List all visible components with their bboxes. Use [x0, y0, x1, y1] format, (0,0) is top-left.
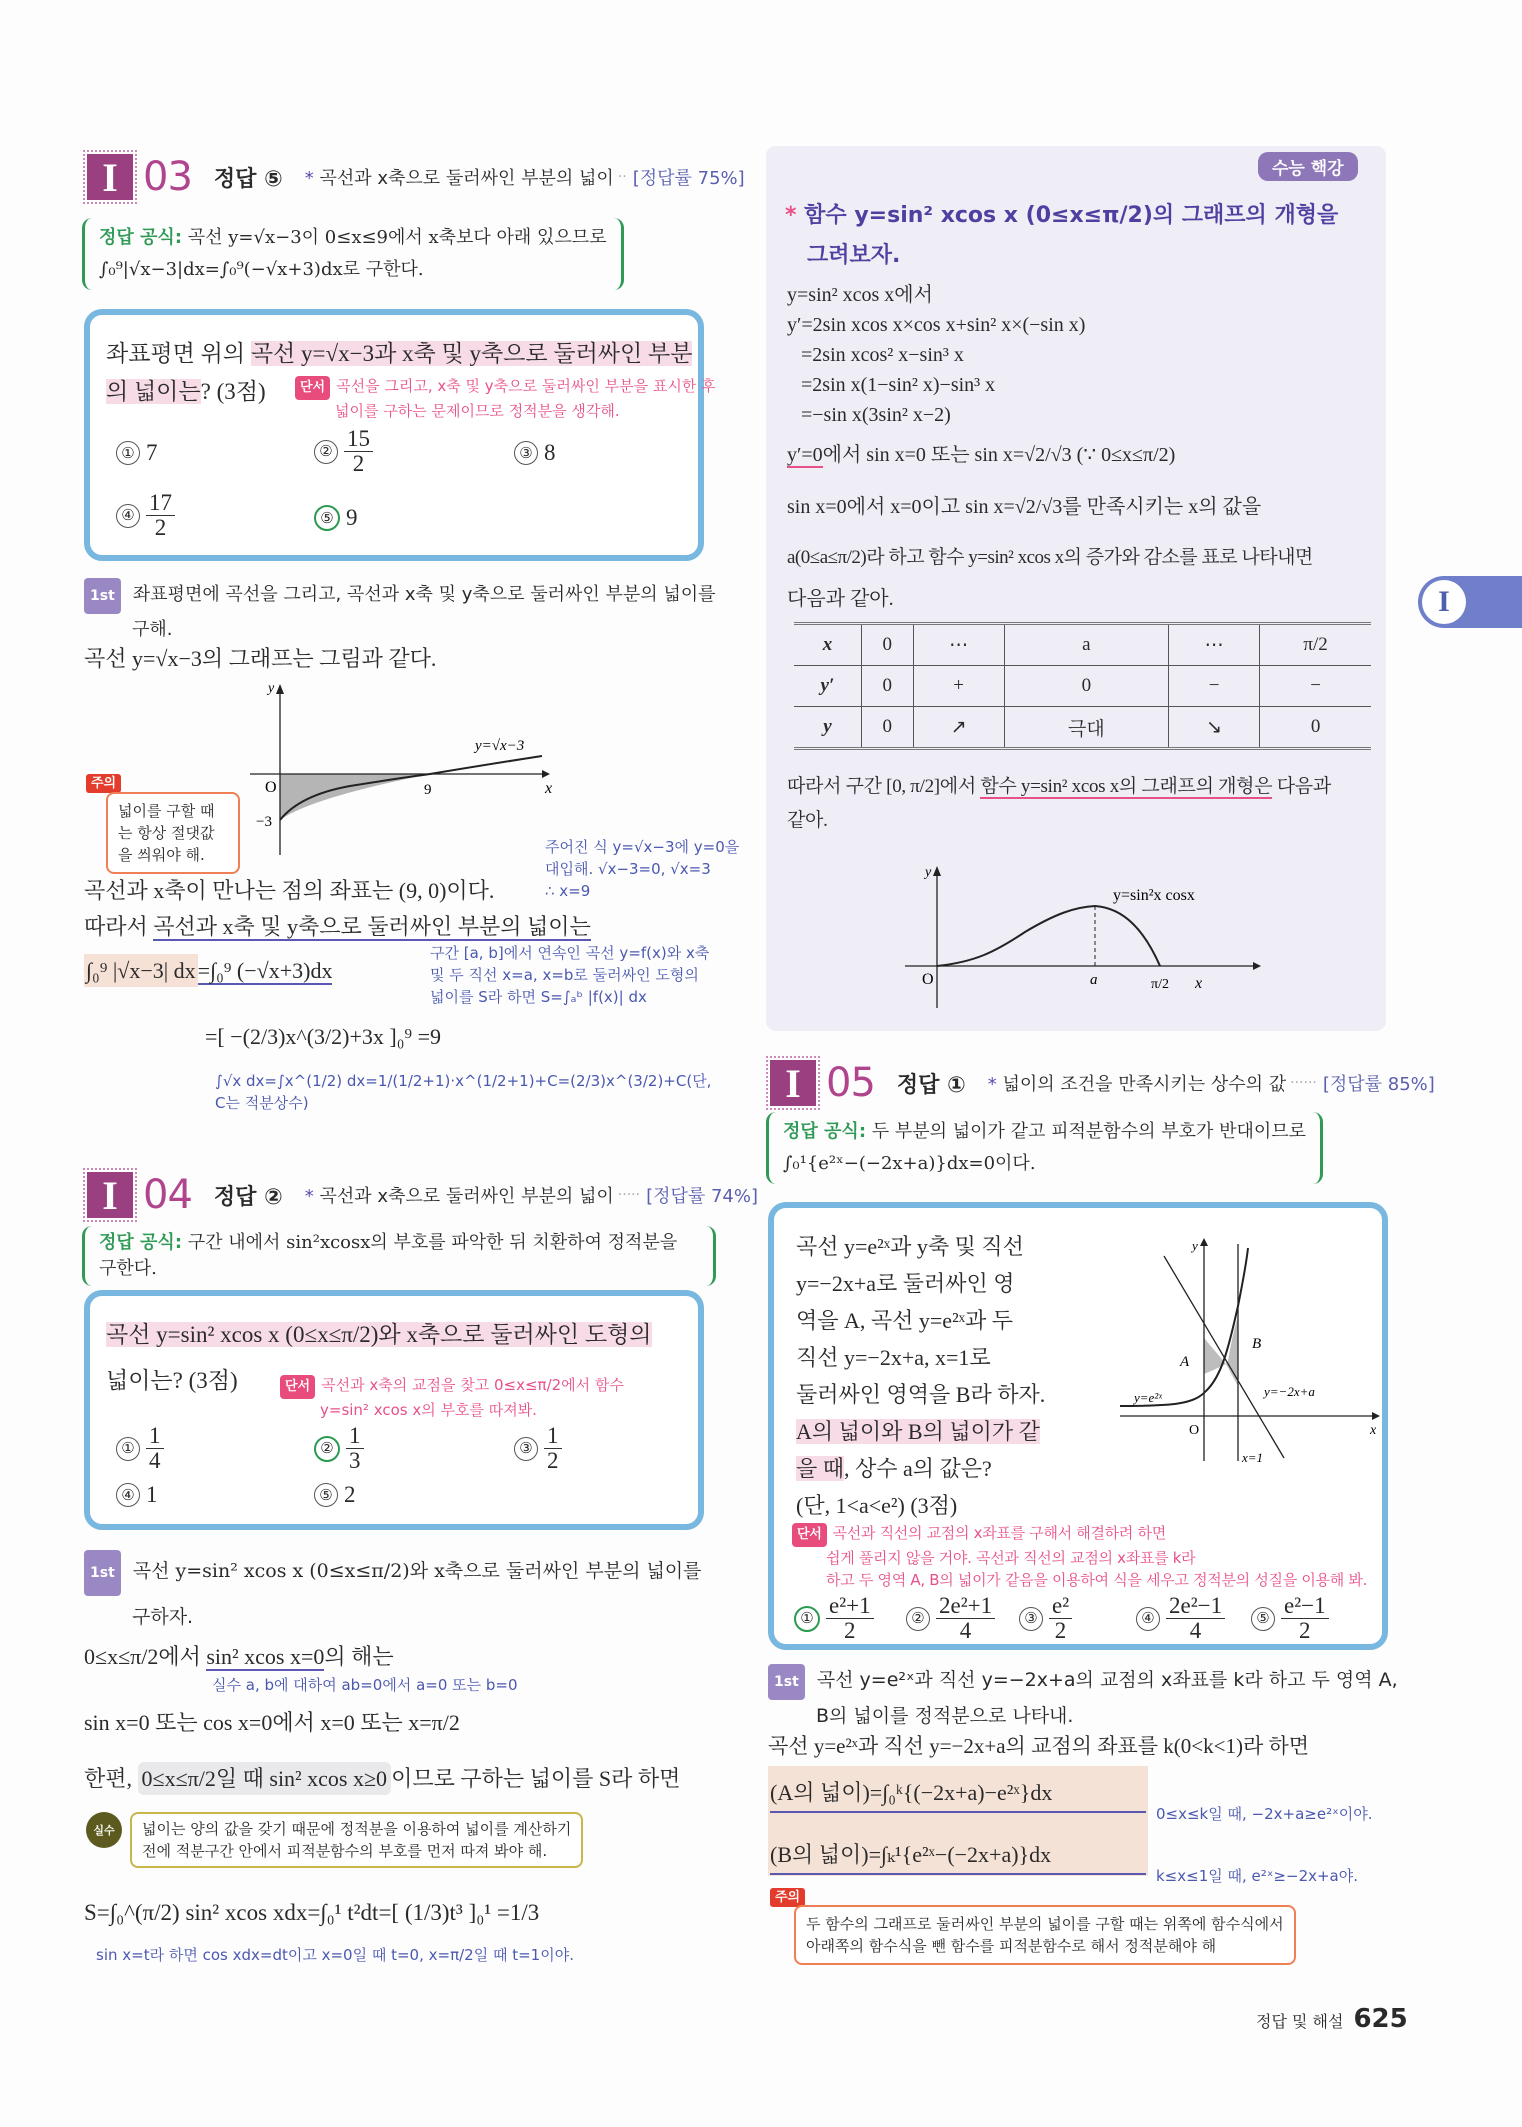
- x-label: x: [1370, 1423, 1377, 1438]
- csat-insight-badge: 수능 핵강: [1258, 152, 1358, 181]
- y-label: y: [1192, 1238, 1198, 1253]
- x-label: x: [545, 780, 553, 797]
- warning-tag: 주의: [770, 1886, 805, 1905]
- graph-conclusion: 따라서 구간 [0, π/2]에서 함수 y=sin² xcos x의 그래프의 개형은 다음과 같아.: [787, 776, 1331, 831]
- choice-3[interactable]: ③ $\frac{\text{e²}}{2}$: [1019, 1594, 1072, 1643]
- meet-note: 주어진 식 y=√x−3에 y=0을 대입해. √x−3=0, √x=3 ∴ x=9: [545, 838, 740, 900]
- solution-line-3: 한편, 0≤x≤π/2일 때 sin² xcos x≥0 이므로 구하는 넓이를 S라 하면: [84, 1762, 680, 1793]
- hint: 단서 곡선과 x축의 교점을 찾고 0≤x≤π/2에서 함수 y=sin² xcos x의 부호를 따져봐.: [280, 1374, 624, 1421]
- question-text: 곡선 y=sin² xcos x (0≤x≤π/2)와 x축으로 둘러싸인 도형의 넓이는? (3점): [106, 1322, 652, 1393]
- tick-minus3: −3: [256, 814, 272, 830]
- curve-label: y=sin²x cosx: [1113, 887, 1195, 904]
- question-text: 곡선 y=e²ˣ과 y축 및 직선 y=−2x+a로 둘러싸인 영 역을 A, 곡선 y=e²ˣ과 두 직선 y=−2x+a, x=1로 둘러싸인 영역을 B라 하자. A의 넓이와 B의 넓이가 같 을 때, 상수 a의 값은? (단, 1<a<e²) (3점): [796, 1234, 1046, 1518]
- accuracy-rate: [정답률 85%]: [1322, 1074, 1435, 1095]
- y-label: y: [268, 681, 275, 696]
- table-row-x: x 0 ⋯ a ⋯ π/2: [794, 624, 1371, 666]
- topic: * 곡선과 x축으로 둘러싸인 부분의 넓이: [304, 168, 614, 189]
- table-row-yprime: y′ 0 + 0 − −: [794, 666, 1371, 707]
- integral-line-1: ∫₀⁹ |√x−3| dx=∫₀⁹ (−√x+3)dx: [84, 958, 332, 984]
- therefore-line: 따라서 곡선과 x축 및 y축으로 둘러싸인 부분의 넓이는: [84, 914, 591, 939]
- x1-label: x=1: [1242, 1450, 1264, 1465]
- problem-04-header: I 04 정답 ② * 곡선과 x축으로 둘러싸인 부분의 넓이 ····· [정답률 74%]: [87, 1170, 758, 1220]
- mistake-box: 넓이는 양의 값을 갖기 때문에 정적분을 이용하여 넓이를 계산하기 전에 적분구간 안에서 피적분함수의 부호를 먼저 따져 봐야 해.: [130, 1812, 583, 1868]
- curve: [937, 906, 1160, 966]
- origin-label: O: [1189, 1423, 1200, 1438]
- tick-9: 9: [424, 782, 432, 798]
- answer-formula: 정답 공식: 두 부분의 넓이가 같고 피적분함수의 부호가 반대이므로 ∫₀¹{e²ˣ−(−2x+a)}dx=0이다.: [766, 1112, 1323, 1184]
- meet-point-line: 곡선과 x축이 만나는 점의 좌표는 (9, 0)이다.: [84, 878, 495, 903]
- problem-number: 05: [826, 1060, 875, 1106]
- solution-line-1: 0≤x≤π/2에서 sin² xcos x=0의 해는: [84, 1644, 394, 1669]
- line-label: y=−2x+a: [1264, 1384, 1315, 1399]
- answer-label: 정답 ⑤: [213, 166, 283, 192]
- answer-formula: 정답 공식: 구간 내에서 sin²xcosx의 부호를 파악한 뒤 치환하여 정적분을 구한다.: [82, 1226, 716, 1286]
- product-zero-note: 실수 a, b에 대하여 ab=0에서 a=0 또는 b=0: [212, 1676, 518, 1694]
- hint: 단서 곡선을 그리고, x축 및 y축으로 둘러싸인 부분을 표시한 후 넓이를 구하는 문제이므로 정적분을 생각해.: [295, 375, 716, 422]
- exp-curve: [1120, 1248, 1248, 1406]
- choice-1[interactable]: ① 7: [116, 440, 158, 466]
- pi-over-2-label: π/2: [1151, 977, 1169, 992]
- area-result: S=∫₀^(π/2) sin² xcos xdx=∫₀¹ t²dt=[ (1/3)t³ ]₀¹ =1/3: [84, 1900, 540, 1925]
- accuracy-rate: [정답률 74%]: [646, 1186, 759, 1207]
- page-number: 625: [1353, 2004, 1408, 2034]
- exp-curve-label: y=e²ˣ: [1134, 1390, 1162, 1405]
- chapter-badge: I: [87, 1172, 133, 1218]
- warning-tag: 주의: [86, 772, 121, 791]
- topic: * 곡선과 x축으로 둘러싸인 부분의 넓이: [304, 1186, 614, 1207]
- question-box-04: [84, 1290, 704, 1530]
- origin-label: O: [265, 779, 277, 796]
- graph-intro: 곡선 y=√x−3의 그래프는 그림과 같다.: [84, 646, 437, 671]
- definition-note: 구간 [a, b]에서 연속인 곡선 y=f(x)와 x축 및 두 직선 x=a, x=b로 둘러싸인 도형의 넓이를 S라 하면 S=∫ₐᵇ |f(x)| dx: [430, 944, 710, 1006]
- sqrt-graph: [220, 680, 560, 880]
- topic: * 넓이의 조건을 만족시키는 상수의 값: [987, 1074, 1287, 1095]
- choice-2-correct[interactable]: ② $\frac{1}{3}$: [314, 1424, 364, 1473]
- choice-4[interactable]: ④ $\frac{\text{2e²−1}}{4}$: [1136, 1594, 1225, 1643]
- area-b-note: k≤x≤1일 때, e²ˣ≥−2x+a야.: [1156, 1867, 1359, 1885]
- panel-title: * 함수 y=sin² xcos x (0≤x≤π/2)의 그래프의 개형을 그려보자.: [785, 203, 1339, 268]
- answer-formula: 정답 공식: 곡선 y=√x−3이 0≤x≤9에서 x축보다 아래 있으므로 ∫₀⁹|√x−3|dx=∫₀⁹(−√x+3)dx로 구한다.: [82, 218, 624, 290]
- answer-label: 정답 ①: [896, 1072, 966, 1098]
- table-intro-line: a(0≤a≤π/2)라 하고 함수 y=sin² xcos x의 증가와 감소를 표로 나타내면: [787, 547, 1313, 568]
- alpha-label: a: [1090, 972, 1098, 988]
- table-row-y: y 0 ↗ 극대 ↘ 0: [794, 707, 1371, 749]
- area-b: (B의 넓이)=∫ₖ¹{e²ˣ−(−2x+a)}dx: [770, 1838, 1146, 1875]
- area-a: (A의 넓이)=∫₀ᵏ{(−2x+a)−e²ˣ}dx: [770, 1776, 1146, 1813]
- warning-box: 두 함수의 그래프로 둘러싸인 부분의 넓이를 구할 때는 위쪽에 함수식에서 아래쪽의 함수식을 뺀 함수를 피적분함수로 해서 정적분해야 해: [794, 1905, 1296, 1965]
- exp-line-graph: [1114, 1236, 1384, 1466]
- substitution-note: sin x=t라 하면 cos xdx=dt이고 x=0일 때 t=0, x=π/2일 때 t=1이야.: [96, 1946, 574, 1964]
- choice-3[interactable]: ③ $\frac{1}{2}$: [514, 1424, 562, 1473]
- question-box-03: [84, 309, 716, 561]
- warning-box: 넓이를 구할 때는 항상 절댓값을 씌워야 해.: [106, 792, 240, 874]
- chapter-tab[interactable]: [1418, 576, 1522, 628]
- choice-5-correct[interactable]: ⑤ 9: [314, 505, 358, 531]
- alpha-def-line: sin x=0에서 x=0이고 sin x=√2/√3를 만족시키는 x의 값을: [787, 496, 1262, 518]
- antiderivative-note: ∫√x dx=∫x^(1/2) dx=1/(1/2+1)·x^(1/2+1)+C=(2/3)x^(3/2)+C(단, C는 적분상수): [215, 1072, 712, 1112]
- region-a-label: A: [1180, 1354, 1190, 1370]
- chapter-badge: I: [770, 1060, 816, 1106]
- choice-2[interactable]: ② $\frac{15}{2}$: [314, 427, 373, 476]
- accuracy-rate: [정답률 75%]: [632, 168, 745, 189]
- chapter-tab-label: I: [1422, 580, 1466, 624]
- question-box-05: [768, 1202, 1388, 1650]
- choice-2[interactable]: ② $\frac{\text{2e²+1}}{4}$: [906, 1594, 995, 1643]
- choice-4[interactable]: ④ $\frac{17}{2}$: [116, 491, 175, 540]
- integral-line-2: =[ −(2/3)x^(3/2)+3x ]₀⁹ =9: [205, 1024, 441, 1049]
- region-b-label: B: [1252, 1336, 1262, 1352]
- solution-line-1: 곡선 y=e²ˣ과 직선 y=−2x+a의 교점의 좌표를 k(0<k<1)라 하면: [768, 1734, 1310, 1758]
- choice-3[interactable]: ③ 8: [514, 440, 556, 466]
- step-1st: 1st 곡선 y=sin² xcos x (0≤x≤π/2)와 x축으로 둘러싸인 부분의 넓이를 구하자.: [84, 1550, 702, 1638]
- choice-1-correct[interactable]: ① $\frac{\text{e²+1}}{2}$: [794, 1594, 874, 1643]
- area-a-note: 0≤x≤k일 때, −2x+a≥e²ˣ이야.: [1156, 1805, 1373, 1823]
- critical-point-line: y′=0에서 sin x=0 또는 sin x=√2/√3 (∵ 0≤x≤π/2): [787, 444, 1176, 466]
- problem-number: 03: [143, 154, 192, 200]
- x-label: x: [1195, 975, 1203, 992]
- chapter-badge: I: [87, 154, 133, 200]
- problem-03-header: I 03 정답 ⑤ * 곡선과 x축으로 둘러싸인 부분의 넓이 ·· [정답률 75%]: [87, 152, 745, 202]
- hint: 단서 곡선과 직선의 교점의 x좌표를 구해서 해결하려 하면 쉽게 풀리지 않을 거야. 곡선과 직선의 교점의 x좌표를 k라 하고 두 영역 A, B의 넓이가 같음을 이용하여 식을 세우고 정적분의 성질을 이용해 봐.: [792, 1522, 1367, 1591]
- curve-label: y=√x−3: [475, 738, 525, 754]
- table-intro-line-2: 다음과 같아.: [787, 588, 894, 610]
- choice-5[interactable]: ⑤ $\frac{\text{e²−1}}{2}$: [1251, 1594, 1329, 1643]
- sin2cos-graph: [895, 862, 1275, 1012]
- choice-4[interactable]: ④ 1: [116, 1482, 158, 1508]
- step-1st: 1st 곡선 y=e²ˣ과 직선 y=−2x+a의 교점의 x좌표를 k라 하고 두 영역 A, B의 넓이를 정적분으로 나타내.: [768, 1664, 1398, 1732]
- derivative-steps: y=sin² xcos x에서 y′=2sin xcos x×cos x+sin² x×(−sin x) =2sin xcos² x−sin³ x =2sin x(1−sin² x)−sin³ x =−sin x(3sin² x−2): [787, 284, 1086, 426]
- problem-number: 04: [143, 1172, 192, 1218]
- origin-label: O: [922, 971, 934, 988]
- step-1st: 1st 좌표평면에 곡선을 그리고, 곡선과 x축 및 y축으로 둘러싸인 부분의 넓이를 구해.: [84, 578, 716, 646]
- choice-5[interactable]: ⑤ 2: [314, 1482, 356, 1508]
- answer-label: 정답 ②: [213, 1184, 283, 1210]
- mistake-badge: 실수: [86, 1812, 122, 1848]
- page-footer: 정답 및 해설 625: [1256, 2004, 1408, 2034]
- increase-decrease-table: [794, 622, 1371, 750]
- solution-line-2: sin x=0 또는 cos x=0에서 x=0 또는 x=π/2: [84, 1710, 460, 1735]
- question-text: 좌표평면 위의 곡선 y=√x−3과 x축 및 y축으로 둘러싸인 부분 의 넓이는? (3점): [106, 341, 693, 404]
- problem-05-header: I 05 정답 ① * 넓이의 조건을 만족시키는 상수의 값 ······ [정답률 85%]: [770, 1058, 1435, 1108]
- choice-1[interactable]: ① $\frac{1}{4}$: [116, 1424, 164, 1473]
- shaded-area: [280, 774, 430, 820]
- y-label: y: [925, 865, 932, 880]
